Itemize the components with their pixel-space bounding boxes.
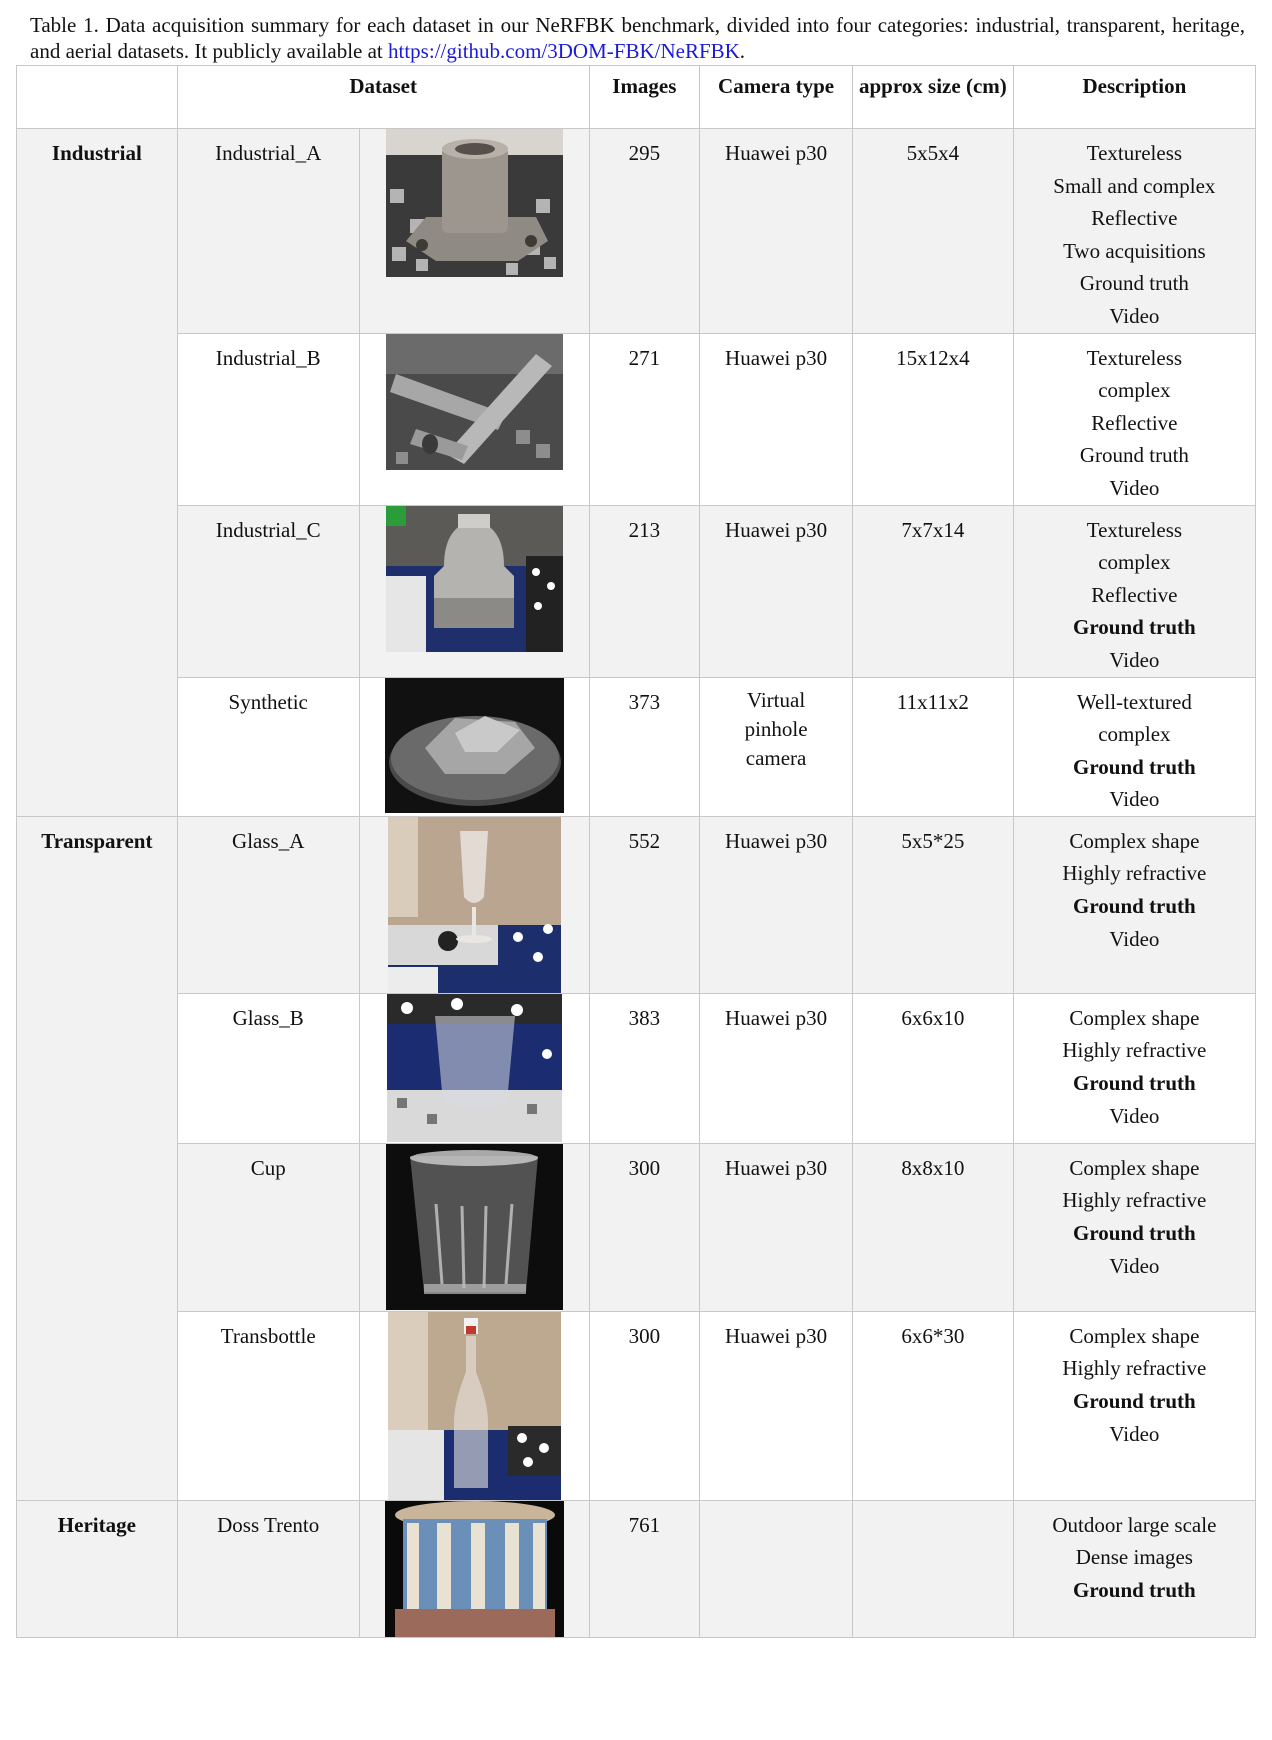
approx-size: 15x12x4 <box>853 333 1014 505</box>
image-count: 383 <box>589 993 700 1143</box>
dataset-name: Synthetic <box>177 677 359 816</box>
dataset-table <box>16 65 1256 1638</box>
description <box>1013 129 1255 334</box>
description-line: Complex shape <box>1069 1323 1200 1348</box>
header-category <box>17 66 178 129</box>
description-line: Complex shape <box>1069 1005 1200 1030</box>
camera-type: Huawei p30 <box>700 333 853 505</box>
category-transparent: Transparent <box>17 816 178 1500</box>
dataset-name: Industrial_B <box>177 333 359 505</box>
description-line: Reflective <box>1091 582 1178 607</box>
description-line: complex <box>1098 378 1171 403</box>
dataset-image <box>359 816 589 993</box>
dataset-name: Transbottle <box>177 1311 359 1500</box>
industrial-b-photo <box>386 334 563 470</box>
dataset-image <box>359 333 589 505</box>
dataset-name: Doss Trento <box>177 1500 359 1637</box>
description-line: Well-textured <box>1076 689 1192 714</box>
camera-type <box>700 1500 853 1637</box>
category-industrial: Industrial <box>17 129 178 817</box>
camera-type: Huawei p30 <box>700 1311 853 1500</box>
camera-type: Huawei p30 <box>700 1143 853 1311</box>
description-line: Highly refractive <box>1062 1038 1207 1063</box>
description-line: Ground truth <box>1079 443 1189 468</box>
table-row <box>17 333 1256 505</box>
dataset-image <box>359 1143 589 1311</box>
description <box>1013 677 1255 816</box>
camera-type: Huawei p30 <box>700 816 853 993</box>
description-line: Video <box>1109 1253 1160 1278</box>
caption-tail: . <box>739 39 746 63</box>
cup-photo <box>386 1144 563 1310</box>
synthetic-photo <box>385 678 564 813</box>
description-line: Dense images <box>1075 1545 1193 1570</box>
description-line: Ground truth <box>1073 1221 1196 1246</box>
image-count: 761 <box>589 1500 700 1637</box>
caption-text: Table 1. Data acquisition summary for each dataset in our NeRFBK benchmark, divided into four categories: industrial, transparent, heritage, and aerial datasets. It publicly available at <box>30 13 1245 63</box>
table-row <box>17 129 1256 334</box>
dataset-image <box>359 129 589 334</box>
camera-type: Virtual pinhole camera <box>700 677 853 816</box>
description <box>1013 1311 1255 1500</box>
description-line: Reflective <box>1091 206 1178 231</box>
description-line: Textureless <box>1086 517 1183 542</box>
glass-b-photo <box>387 994 562 1142</box>
table-row <box>17 993 1256 1143</box>
description <box>1013 993 1255 1143</box>
description-line: Two acquisitions <box>1063 238 1206 263</box>
approx-size: 7x7x14 <box>853 505 1014 677</box>
table-caption <box>30 12 1245 64</box>
header-size: approx size (cm) <box>853 66 1014 129</box>
image-count: 300 <box>589 1311 700 1500</box>
description-line: Video <box>1109 475 1160 500</box>
github-link[interactable]: https://github.com/3DOM-FBK/NeRFBK <box>388 39 740 63</box>
approx-size: 8x8x10 <box>853 1143 1014 1311</box>
description-line: Ground truth <box>1073 754 1196 779</box>
description-line: Video <box>1109 926 1160 951</box>
approx-size: 6x6*30 <box>853 1311 1014 1500</box>
description-line: Ground truth <box>1073 1389 1196 1414</box>
description-line: Highly refractive <box>1062 1188 1207 1213</box>
glass-a-photo <box>388 817 561 993</box>
description-line: Reflective <box>1091 410 1178 435</box>
industrial-a-photo <box>386 129 563 277</box>
description <box>1013 816 1255 993</box>
image-count: 373 <box>589 677 700 816</box>
image-count: 271 <box>589 333 700 505</box>
header-dataset: Dataset <box>177 66 589 129</box>
header-camera: Camera type <box>700 66 853 129</box>
description-line: Textureless <box>1086 141 1183 165</box>
image-count: 552 <box>589 816 700 993</box>
dataset-image <box>359 677 589 816</box>
description-line: Ground truth <box>1073 1578 1196 1603</box>
image-count: 300 <box>589 1143 700 1311</box>
description-line: Video <box>1109 787 1160 812</box>
dataset-name: Industrial_C <box>177 505 359 677</box>
header-row <box>17 66 1256 129</box>
description-line: complex <box>1098 550 1171 575</box>
transbottle-photo <box>388 1312 561 1500</box>
dataset-image <box>359 993 589 1143</box>
table-row <box>17 816 1256 993</box>
dataset-name: Industrial_A <box>177 129 359 334</box>
approx-size: 5x5x4 <box>853 129 1014 334</box>
dataset-image <box>359 505 589 677</box>
camera-type: Huawei p30 <box>700 505 853 677</box>
image-count: 295 <box>589 129 700 334</box>
description-line: Ground truth <box>1079 271 1189 296</box>
approx-size: 5x5*25 <box>853 816 1014 993</box>
description <box>1013 333 1255 505</box>
table-row <box>17 1311 1256 1500</box>
doss-trento-photo <box>385 1501 564 1637</box>
category-heritage: Heritage <box>17 1500 178 1637</box>
header-description: Description <box>1013 66 1255 129</box>
description-line: Highly refractive <box>1062 861 1207 886</box>
dataset-name: Cup <box>177 1143 359 1311</box>
description-line: Video <box>1109 647 1160 672</box>
approx-size: 11x11x2 <box>853 677 1014 816</box>
description-line: Ground truth <box>1073 894 1196 919</box>
dataset-name: Glass_B <box>177 993 359 1143</box>
description-line: Video <box>1109 1103 1160 1128</box>
description-line: Small and complex <box>1053 173 1216 198</box>
description <box>1013 505 1255 677</box>
description-line: Outdoor large scale <box>1052 1512 1217 1537</box>
table-row <box>17 505 1256 677</box>
description-line: Ground truth <box>1073 1071 1196 1096</box>
dataset-image <box>359 1500 589 1637</box>
table-row <box>17 677 1256 816</box>
header-images: Images <box>589 66 700 129</box>
dataset-image <box>359 1311 589 1500</box>
description-line: Complex shape <box>1069 1155 1200 1180</box>
camera-type: Huawei p30 <box>700 129 853 334</box>
description <box>1013 1500 1255 1637</box>
description-line: Ground truth <box>1073 615 1196 640</box>
dataset-name: Glass_A <box>177 816 359 993</box>
description-line: complex <box>1098 722 1171 747</box>
description-line: Textureless <box>1086 345 1183 370</box>
table-row <box>17 1143 1256 1311</box>
description <box>1013 1143 1255 1311</box>
image-count: 213 <box>589 505 700 677</box>
description-line: Complex shape <box>1069 828 1200 853</box>
camera-type: Huawei p30 <box>700 993 853 1143</box>
approx-size: 6x6x10 <box>853 993 1014 1143</box>
description-line: Highly refractive <box>1062 1356 1207 1381</box>
table-row <box>17 1500 1256 1637</box>
approx-size <box>853 1500 1014 1637</box>
description-line: Video <box>1109 1421 1160 1446</box>
industrial-c-photo <box>386 506 563 652</box>
description-line: Video <box>1109 303 1160 328</box>
